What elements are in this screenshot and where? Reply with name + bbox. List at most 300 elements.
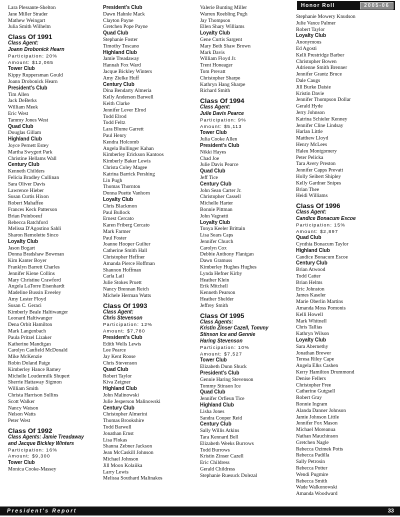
giving-club-section: [200, 403, 292, 422]
donor-name: Tara Avery Preston: [296, 161, 336, 167]
donor-name: Julia Cooke Allen: [200, 136, 238, 143]
donor-name: Jamie Treadaway: [103, 56, 140, 62]
giving-club-section: [8, 85, 98, 123]
donor-name: Matthew Lloyd: [296, 135, 329, 142]
donor-name: Heather Shelder: [200, 296, 234, 303]
donor-name: Jonathan Brewer: [296, 350, 332, 356]
class-agent-line: Class Agents:: [200, 319, 234, 325]
giving-club-section: [200, 143, 292, 169]
donor-name: Jonathan Ernst: [103, 430, 134, 437]
giving-club-heading: Loyalty Club: [296, 337, 327, 344]
donor-name: Edith Wells Lewis: [103, 341, 142, 347]
gift-amount: Amount: $12,065: [8, 59, 54, 66]
donor-name: Jerry Johnson: [296, 109, 325, 116]
donor-name: Jennifer Lever Elrod: [103, 107, 146, 113]
donor-name: Christopher Sharpe: [200, 75, 241, 81]
donor-name: Robin Doland Paige: [8, 360, 51, 367]
donor-name: Todd Catter: [296, 273, 321, 280]
class-agent-line: and Jacque Bickley Winters: [8, 440, 75, 447]
giving-club-heading: Quad Club: [8, 123, 34, 130]
donor-name: Kiva Zeigner: [103, 379, 131, 386]
donor-name: Paul Bullock: [103, 209, 130, 216]
donor-name: Lisa Flokas: [103, 437, 128, 443]
giving-club-heading: President's Club: [103, 334, 143, 341]
giving-club-heading: Quad Club: [103, 366, 129, 373]
donor-name: Franklyn Barrett Charles: [8, 264, 60, 271]
donor-name: Madeline Bussin Eveeley: [8, 290, 62, 296]
donor-name: Candice Bonacum Escoe: [296, 254, 348, 260]
donor-name: Tom Prevatt: [200, 68, 226, 75]
donor-name: Christopher Almerini: [103, 411, 148, 418]
gift-amount: Amount: $7,780: [103, 328, 146, 335]
class-agent-line: Class Agents: Jamie Treadaway: [8, 434, 84, 440]
class-section: [8, 33, 98, 66]
donor-name: Christopher Heffner: [103, 254, 145, 261]
donor-name: Erik Mitchell: [200, 283, 228, 290]
donor-name: Ed Agosti: [296, 45, 317, 52]
donor-name: John Malinowski: [103, 392, 139, 399]
donor-name: Lynda Hefner Kirby: [200, 270, 243, 277]
donor-name: Anonymous: [296, 39, 322, 46]
donor-name: Cynthia Bonacum Taylor: [296, 241, 349, 248]
donor-name: Clayton Payne: [103, 17, 134, 24]
giving-club-heading: President's Club: [8, 85, 48, 91]
giving-club-section: [200, 390, 292, 403]
donor-name: Dale Caugs: [296, 77, 321, 84]
donor-name: Ronnie Ingram: [296, 401, 328, 408]
donor-name: Lara Plessante-Shelton: [8, 5, 56, 11]
donor-name: Melissa Southard Malinakos: [103, 475, 163, 482]
donor-name: Julie Davis Pearce: [200, 162, 239, 168]
participation-rate: Participation: 15%: [296, 222, 346, 228]
giving-club-heading: President's Club: [103, 5, 143, 11]
donor-name: Wade Walkonowski: [296, 484, 338, 491]
donor-name: Gennie Haring Stevenson: [200, 376, 254, 383]
donor-name: Sara Oliver Davis: [8, 181, 46, 187]
donor-column-1: [8, 5, 98, 473]
donor-name: Frances Keck Patterson: [8, 206, 58, 213]
participation-rate: Participation: 10%: [200, 344, 250, 351]
donor-name: Jay Kent Roose: [103, 354, 136, 360]
donor-name: Shannon Hoffman: [103, 267, 142, 273]
donor-name: Kenneth Childers: [8, 168, 45, 175]
donor-name: Sharon Remolette Sinco: [8, 232, 59, 239]
donor-name: Nikki Hayes: [200, 149, 227, 155]
donor-name: John Vagnetti: [200, 213, 229, 219]
donor-name: Jay Thompson: [200, 17, 231, 24]
donor-name: Jacque Bickley Winters: [103, 68, 153, 75]
donor-name: Tammy Jones West: [8, 117, 49, 123]
donor-name: Katrina Barrick Pershing: [103, 171, 155, 177]
giving-club-section: [103, 50, 195, 82]
donor-name: Michelle Loudermilk Shupert: [8, 373, 70, 379]
donor-name: Elizabeth Weeks Burrows: [200, 440, 254, 447]
donor-name: Stephanie Mowery Knudson: [296, 14, 356, 20]
donor-name: Chris Stevenson: [103, 360, 137, 367]
donor-name: Shanna Zebner Jackson: [103, 443, 153, 450]
giving-club-section: [200, 220, 292, 310]
giving-club-section: [296, 235, 394, 248]
gift-amount: Amount: $5,113: [200, 123, 242, 130]
donor-name: Jason Bogart: [8, 245, 35, 251]
donor-name: Timothy Toscano: [103, 43, 140, 49]
donor-name: Paula Pritzel Lizaker: [8, 334, 52, 341]
giving-club-heading: Tower Club: [200, 130, 227, 136]
donor-name: Carolyn Cox: [200, 245, 227, 251]
class-agent-line: Class Agent:: [296, 209, 327, 216]
giving-club-section: [296, 338, 394, 498]
donor-name: Kim Kanter Boyer: [8, 258, 47, 264]
donor-name: Jennifer Fox Mason: [296, 420, 338, 427]
donor-name: Catherine Smith Hall: [103, 248, 148, 254]
giving-club-heading: Quad Club: [103, 30, 129, 37]
donor-name: Amy Zielke Huff: [103, 75, 139, 81]
donor-name: Kimberly Beale Haltiwanger: [8, 309, 69, 315]
donor-name: Jennifer Church: [200, 238, 234, 245]
section-title: Honor Roll: [301, 2, 335, 9]
donor-name: Todd Barwell: [103, 424, 132, 430]
donor-name: Carolyn Canfield McDonald: [8, 347, 68, 354]
giving-club-section: [296, 261, 394, 338]
giving-club-heading: Quad Club: [200, 389, 226, 396]
donor-name: Kimberly Baker Lewis: [103, 158, 151, 165]
giving-club-section: [103, 31, 195, 50]
donor-name: Lawrence Hieber: [8, 187, 44, 194]
donor-name: Michele Herman Watts: [103, 292, 151, 299]
donor-name: Lin Pugh: [103, 177, 123, 184]
donor-name: Tara Kennard Bell: [200, 434, 239, 440]
donor-name: Heidi Williams: [296, 193, 328, 199]
donor-name: Christopher Cassell: [200, 194, 241, 200]
publication-title: President's Report: [7, 508, 77, 514]
page-footer: [0, 507, 400, 516]
donor-name: Kristin Davie: [296, 90, 325, 97]
donor-name: Jill Burke Daisie: [296, 84, 331, 90]
donor-name: Sherrie Hattaway Sigmon: [8, 379, 62, 386]
giving-club-section: [103, 82, 195, 197]
giving-club-heading: Highland Club: [296, 247, 330, 254]
gift-amount: Amount: $2,897: [296, 228, 339, 235]
class-heading: Class Of 1994: [200, 97, 245, 105]
donor-name: Amanda Pierce Hoffman: [103, 260, 155, 267]
class-agent-line: Class Agent:: [8, 40, 39, 47]
donor-name: Michael Moreanua: [296, 427, 336, 433]
donor-name: Tonya Keeler Brittain: [200, 226, 246, 232]
donor-name: Jane Miller Strader: [8, 11, 48, 17]
donor-name: Jack DeBerks: [8, 98, 37, 104]
giving-club-section: [103, 386, 195, 405]
donor-name: Susan C. Geraci: [8, 302, 42, 309]
donor-name: Lee Pearce: [103, 347, 126, 354]
class-heading: Class Of 1992: [8, 427, 53, 435]
donor-name: Harlan Little: [296, 129, 323, 135]
donor-name: Haleu Montgomery: [296, 148, 337, 154]
donor-name: Sally Willis Atkins: [200, 428, 240, 434]
donor-name: Mary Christine Crawford: [8, 277, 61, 283]
class-section: [103, 302, 195, 335]
donor-name: Rebecca Ozimek Potts: [296, 446, 344, 452]
donor-name: Jennifer Grantz Bruce: [296, 71, 342, 78]
donor-name: Paul Foster: [103, 235, 127, 241]
donor-name: Jamie Johnson Little: [296, 414, 340, 420]
giving-club-heading: President's Club: [200, 370, 240, 377]
donor-name: Angela Bullinger Kahan: [103, 145, 154, 152]
donor-name: Kelli Prestridge Barber: [296, 52, 345, 58]
donor-name: Valerie Bunting Miller: [200, 5, 248, 11]
class-heading: Class Of 1991: [8, 33, 53, 41]
donor-list-continued: [8, 5, 98, 31]
class-heading: Class Of 1993: [103, 301, 148, 310]
class-agent-line: Candice Bonacum Escoe: [296, 215, 356, 222]
page-number: 33: [387, 508, 394, 514]
giving-club-section: [103, 335, 195, 367]
donor-name: William Smith: [8, 386, 39, 392]
class-agent-line: Class Agent:: [103, 309, 134, 315]
donor-name: Mary Beth Shaw Brown: [200, 43, 251, 49]
donor-name: Lisha Jones: [200, 408, 225, 415]
donor-name: Kelly Anderson Barwell: [103, 94, 154, 101]
donor-name: Robert Mahaffee: [8, 200, 44, 207]
donor-name: Kimberley Erickson Kantoos: [103, 152, 164, 158]
donor-name: Lara Blume Garrett: [103, 126, 144, 133]
donor-name: Teresa Riley Cape: [296, 356, 335, 363]
donor-name: Jeff Tice: [200, 174, 218, 181]
donor-name: Debbie Anthony Flanigan: [200, 251, 254, 258]
donor-name: Mike McKenzie: [8, 354, 42, 360]
giving-club-section: [296, 33, 394, 199]
donor-name: Heather Klein: [200, 277, 230, 283]
donor-name: Katherine Mandigan: [8, 341, 51, 347]
donor-name: Mark Whitnell: [296, 318, 327, 324]
donor-name: Mark Langenbach: [8, 328, 46, 335]
donor-name: Kenneth Pearson: [200, 290, 236, 296]
giving-club-heading: Tower Club: [200, 357, 227, 364]
donor-name: Dena Orbit Hamilton: [8, 322, 53, 328]
giving-club-section: [8, 460, 98, 473]
donor-name: Sally Petrosin: [296, 459, 326, 465]
giving-club-heading: Highland Club: [8, 136, 42, 143]
class-heading: Class Of 1996: [296, 202, 341, 210]
donor-name: Jean McCaskill Johnson: [103, 450, 154, 456]
giving-club-heading: Quad Club: [296, 235, 322, 241]
participation-rate: Participation: 12%: [103, 322, 153, 328]
donor-name: Kathryn Wilson: [296, 331, 330, 337]
donor-name: Felicia Bradley Cullinan: [8, 174, 60, 181]
donor-name: Hannah Fox Ward: [103, 62, 141, 69]
donor-name: Nancy Watson: [8, 405, 39, 411]
donor-name: Kelly Gardner Snipes: [296, 180, 342, 186]
giving-club-heading: Tower Club: [8, 460, 35, 466]
donor-name: Rebecca Smith: [296, 478, 328, 484]
class-section: [8, 427, 98, 460]
donor-name: Marie Oberlin Martins: [296, 299, 344, 305]
class-agent-line: Chris Stevenson: [103, 315, 143, 322]
donor-name: Jennifer Orfieun Tice: [200, 396, 245, 402]
donor-name: Sandra Cooper Reid: [200, 415, 243, 421]
giving-club-section: [200, 422, 292, 480]
donor-name: Julie Stokes Pruett: [103, 280, 142, 286]
donor-name: Gerald Childress: [200, 466, 236, 472]
donor-name: Robert Gray: [296, 395, 322, 401]
donor-name: Adrienne Smith Brenner: [296, 65, 348, 71]
giving-club-heading: Loyalty Club: [200, 30, 231, 37]
giving-club-heading: Loyalty Club: [8, 238, 39, 245]
giving-club-section: [8, 162, 98, 239]
donor-name: Gene Curtis Sargent: [200, 36, 243, 43]
donor-name: Christopher Bowen: [296, 58, 337, 65]
gift-amount: Amount: $9,300: [8, 453, 51, 460]
donor-name: Rebecca Padilla: [296, 452, 330, 459]
participation-rate: Participation: 16%: [8, 447, 58, 453]
donor-name: Henry McLees: [296, 141, 328, 148]
donor-name: Kimberley Hance Ramey: [8, 366, 61, 373]
donor-name: Kippy Ruppersman Gould: [8, 72, 63, 79]
donor-name: Angela LaTorre Eisenhardt: [8, 283, 65, 290]
donor-name: Tommy Stinson Ice: [200, 383, 241, 389]
section-header: [297, 1, 395, 10]
giving-club-section: [103, 197, 195, 299]
donor-name: James Kaseler: [296, 292, 326, 299]
donor-name: Leonard Haltiwanger: [8, 315, 53, 322]
donor-name: Brian Atwood: [296, 267, 326, 273]
donor-name: Michelle Harter: [200, 200, 234, 207]
donor-name: Donna Bradshaw Bowman: [8, 251, 64, 258]
donor-name: Jennifer Kiene Collins: [8, 270, 55, 277]
donor-name: Stephanie Ruesuck Dolezal: [200, 472, 258, 479]
donor-name: Brian Thee: [296, 186, 320, 193]
donor-name: Angela Elks Cashen: [296, 363, 339, 369]
donor-name: John Sean Carter Jr.: [200, 187, 242, 194]
donor-name: Todd Elrod: [103, 113, 127, 120]
donor-name: Karen Friberg Cercato: [103, 222, 150, 229]
giving-club-heading: Century Club: [103, 81, 135, 88]
donor-column-4: [296, 14, 394, 497]
donor-name: Brian Poinboeuf: [8, 213, 43, 219]
donor-name: Scott Walker: [8, 398, 35, 405]
donor-name: Julie Vance Palmer: [296, 20, 336, 26]
donor-name: Michael Johnson: [103, 456, 139, 462]
donor-name: Amy Lester Floyd: [8, 296, 47, 303]
donor-name: Lisa Sears Caps: [200, 232, 234, 239]
donor-list-continued: [296, 14, 394, 33]
giving-club-heading: Loyalty Club: [103, 196, 134, 203]
donor-name: Chad Joe: [200, 155, 220, 162]
donor-name: Kerry Hamilton Drummond: [296, 369, 355, 376]
giving-club-section: [103, 405, 195, 482]
giving-club-section: [200, 31, 292, 95]
donor-name: Bonnie Pittman: [200, 206, 233, 213]
giving-club-heading: Tower Club: [8, 66, 35, 72]
donor-name: Joanne Hooper Guilter: [103, 241, 151, 248]
donor-name: Eric Johnston: [296, 286, 325, 292]
donor-name: Holly Seibert Shipley: [296, 173, 342, 180]
donor-name: Sara Abernethy: [296, 343, 329, 350]
donor-name: Elizabeth Dunn Shuck: [200, 364, 247, 370]
donor-name: Donna Puette Vanhorn: [103, 190, 150, 197]
giving-club-section: [200, 130, 292, 143]
giving-club-section: [200, 358, 292, 371]
class-section: [200, 312, 292, 358]
giving-club-heading: Century Club: [200, 181, 232, 187]
donor-name: Jeffrey Smith: [200, 302, 229, 309]
donor-name: Kathryn Hang Sharpe: [200, 81, 246, 88]
giving-club-heading: Highland Club: [103, 49, 137, 56]
donor-name: Rebecca Ratchford: [8, 219, 48, 226]
donor-name: Ellen Shary Williams: [200, 24, 245, 30]
giving-club-section: [103, 367, 195, 386]
participation-rate: Participation: 20%: [8, 53, 58, 59]
donor-name: Susan Curtis Hixon: [8, 194, 49, 200]
donor-name: Carla Lail: [103, 273, 124, 280]
donor-name: Ernest Cercato: [103, 216, 134, 222]
donor-name: Amanda Moss Pomonis: [296, 305, 346, 312]
donor-name: Kristin Zinser Cazell: [200, 453, 244, 460]
giving-club-section: [296, 248, 394, 261]
donor-name: Christa Coley Magee: [103, 164, 148, 171]
participation-rate: Participation: 9%: [200, 117, 247, 123]
donor-name: Christine Hellams Wall: [8, 155, 57, 162]
donor-name: Katrina Schieler Kenney: [296, 116, 348, 122]
giving-club-section: [8, 239, 98, 425]
giving-club-section: [200, 169, 292, 182]
donor-name: Brian Helms: [296, 279, 323, 286]
donor-name: Jennifer Capps Prevatt: [296, 167, 344, 174]
donor-name: Nathan Mauchinson: [296, 433, 338, 439]
donor-name: Dina Bendarty Almeria: [103, 88, 152, 94]
donor-name: Robert Taylor: [296, 26, 325, 33]
class-section: [200, 97, 292, 130]
giving-club-section: [103, 5, 195, 31]
donor-name: Keith Clarke: [103, 100, 130, 107]
giving-club-heading: Century Club: [103, 405, 135, 411]
giving-club-heading: Century Club: [200, 421, 232, 428]
donor-name: Kimberley Hughes Hughes: [200, 264, 257, 271]
donor-name: Kendra Holcomb: [103, 139, 139, 145]
donor-name: Trent Honeager: [200, 62, 233, 69]
donor-name: Denise Fellers: [296, 375, 326, 382]
donor-name: Julia Smith Wilhelm: [8, 24, 51, 30]
donor-name: William Floyd Jr.: [200, 56, 237, 62]
giving-club-section: [8, 137, 98, 163]
donor-name: Douglas Gillam: [8, 130, 42, 136]
donor-name: Mark Farmer: [103, 228, 131, 235]
donor-name: Jennifer Thompson Dollar: [296, 97, 351, 103]
donor-name: Eric West: [8, 110, 29, 117]
donor-name: Chris Blackmon: [103, 203, 137, 209]
giving-club-heading: Highland Club: [200, 402, 234, 409]
giving-club-section: [200, 181, 292, 219]
donor-name: Julie Jesperson Malinowski: [103, 398, 161, 405]
donor-name: Joyce Pernett Estey: [8, 142, 49, 149]
donor-name: Peter Pelicka: [296, 154, 324, 161]
giving-club-section: [200, 371, 292, 390]
giving-club-heading: Century Club: [8, 162, 40, 168]
donor-column-2: [103, 5, 195, 482]
donor-name: Todd Feltz: [103, 120, 126, 126]
donor-name: Eric Childress: [200, 460, 230, 466]
donor-name: Chris Tallias: [296, 324, 323, 331]
giving-club-heading: Loyalty Club: [296, 33, 327, 39]
donor-name: Jill Moon Kolaiika: [103, 462, 143, 469]
class-agent-line: Kristin Zinser Cazell, Tommy: [200, 325, 269, 332]
donor-name: Mathew Weingart: [8, 17, 46, 24]
donor-name: Christopher Free: [296, 382, 332, 388]
donor-name: Richard Smith: [200, 88, 231, 94]
class-agent-line: Joann Drobonick Hearn: [8, 46, 65, 53]
donor-name: Martha Swygert Park: [8, 149, 53, 155]
giving-club-section: [8, 66, 98, 85]
donor-name: Thomas Brookshire: [103, 418, 145, 424]
